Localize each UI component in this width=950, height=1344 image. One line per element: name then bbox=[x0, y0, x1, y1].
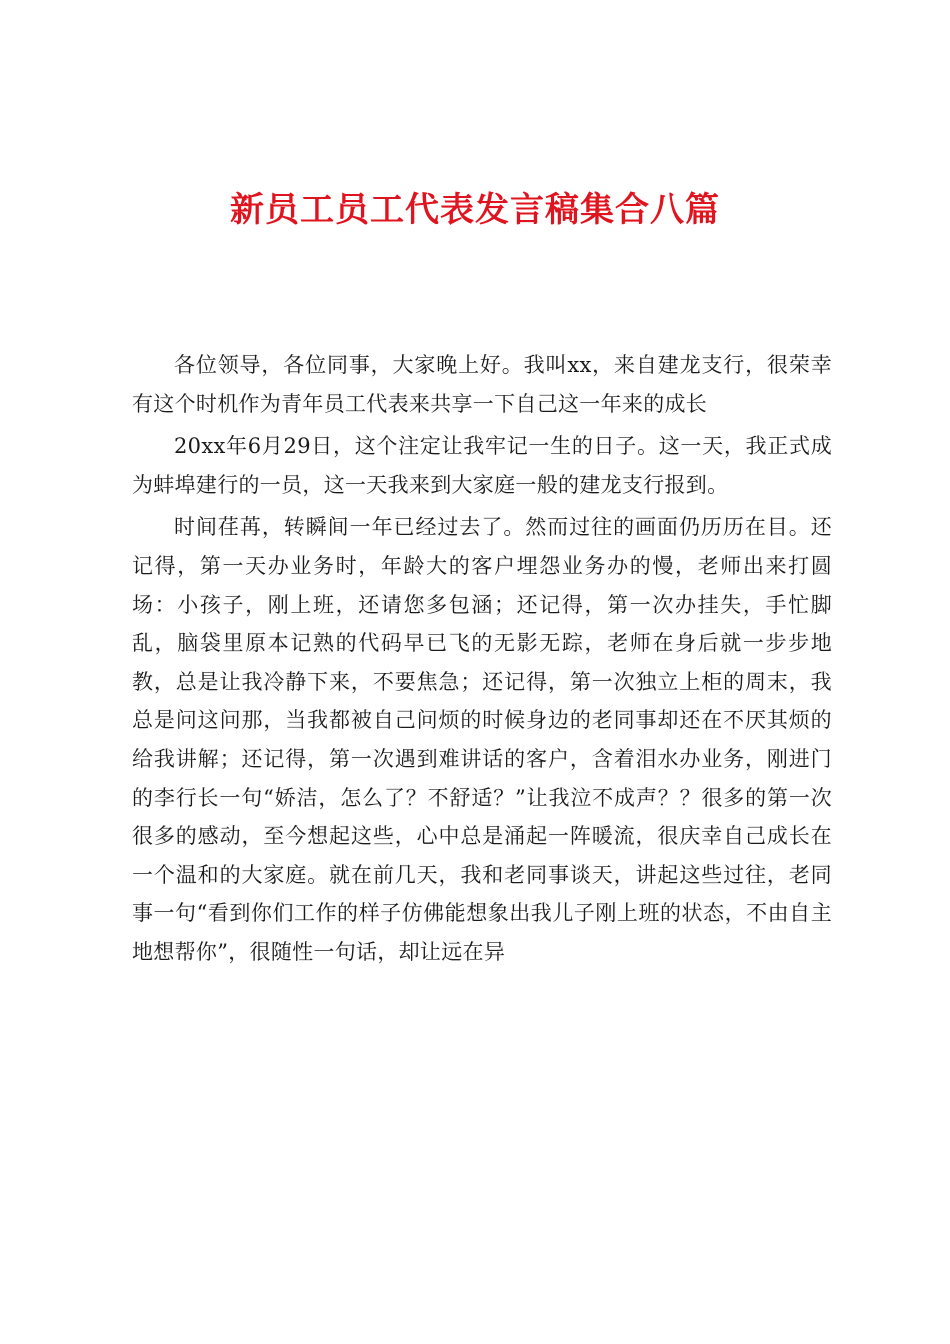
paragraph-greeting: 各位领导，各位同事，大家晚上好。我叫xx，来自建龙支行，很荣幸有这个时机作为青年员工代表来共享一下自己这一年来的成长 bbox=[132, 353, 832, 416]
document-title: 新员工员工代表发言稿集合八篇 bbox=[230, 190, 720, 230]
document-body bbox=[132, 346, 832, 976]
paragraph-join-date: 20xx年6月29日，这个注定让我牢记一生的日子。这一天，我正式成为蚌埠建行的一员，这一天我来到大家庭一般的建龙支行报到。 bbox=[132, 434, 832, 497]
paragraph-memories: 时间荏苒，转瞬间一年已经过去了。然而过往的画面仍历历在目。还记得，第一天办业务时，年龄大的客户埋怨业务办的慢，老师出来打圆场：小孩子，刚上班，还请您多包涵；还记得，第一次办挂失，手忙脚乱，脑袋里原本记熟的代码早已飞的无影无踪，老师在身后就一步步地教，总是让我冷静下来，不要焦急；还记得，第一次独立上柜的周末，我总是问这问那，当我都被自己问烦的时候身边的老同事却还在不厌其烦的给我讲解；还记得，第一次遇到难讲话的客户，含着泪水办业务，刚进门的李行长一句“娇洁，怎么了？不舒适？”让我泣不成声？？很多的第一次很多的感动，至今想起这些，心中总是涌起一阵暖流，很庆幸自己成长在一个温和的大家庭。就在前几天，我和老同事谈天，讲起这些过往，老同事一句“看到你们工作的样子仿佛能想象出我儿子刚上班的状态，不由自主地想帮你”，很随性一句话，却让远在异 bbox=[132, 515, 832, 964]
